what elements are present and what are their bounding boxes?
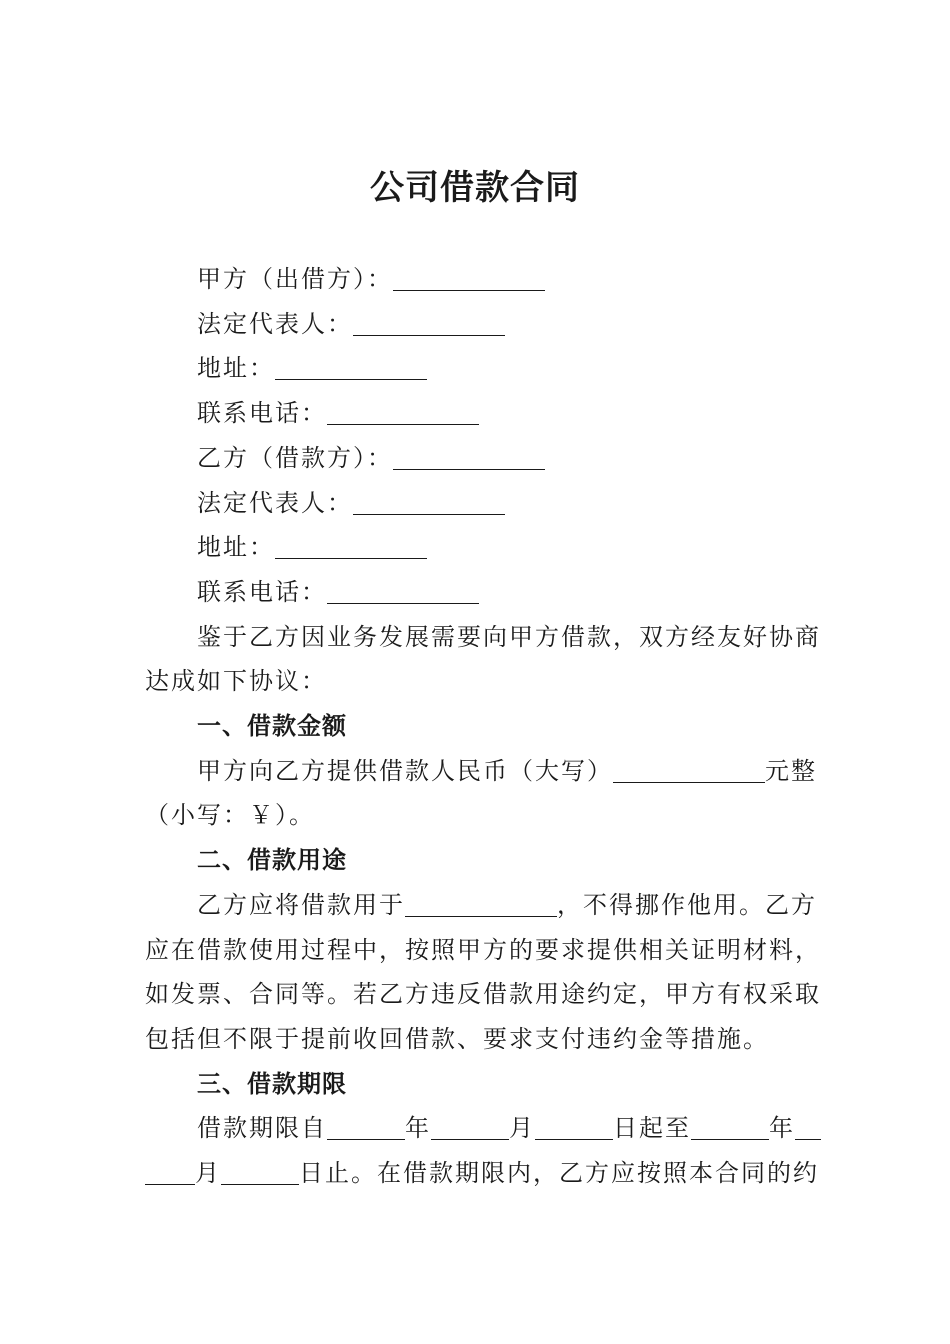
party-a-address-line bbox=[145, 346, 807, 391]
section-2-line-1 bbox=[145, 883, 817, 928]
document-title: 公司借款合同 bbox=[370, 168, 580, 208]
preamble-line-2: 达成如下协议： bbox=[145, 667, 327, 696]
section-2-line-2: 应在借款使用过程中，按照甲方的要求提供相关证明材料， bbox=[145, 935, 821, 964]
end-day-blank[interactable] bbox=[221, 1156, 299, 1185]
document-body bbox=[145, 257, 821, 1196]
purpose-blank[interactable] bbox=[405, 888, 557, 917]
start-day-blank[interactable] bbox=[535, 1111, 613, 1140]
party-a-line bbox=[145, 257, 807, 302]
party-a-blank[interactable] bbox=[393, 262, 545, 291]
section-1-line-2: （小写：￥）。 bbox=[145, 801, 315, 830]
party-a-label: 甲方（出借方）： bbox=[197, 265, 393, 293]
term-from-label: 借款期限自 bbox=[197, 1114, 327, 1143]
year-label: 年 bbox=[405, 1114, 431, 1143]
party-b-rep-line bbox=[145, 481, 807, 526]
section-2-heading: 二、借款用途 bbox=[197, 846, 347, 875]
party-a-rep-label: 法定代表人： bbox=[197, 309, 353, 338]
party-a-rep-blank[interactable] bbox=[353, 307, 505, 336]
party-b-blank[interactable] bbox=[393, 441, 545, 470]
end-year-blank[interactable] bbox=[691, 1111, 769, 1140]
party-b-phone-label: 联系电话： bbox=[197, 577, 327, 606]
party-a-phone-blank[interactable] bbox=[327, 396, 479, 425]
preamble-line-1: 鉴于乙方因业务发展需要向甲方借款，双方经友好协商 bbox=[197, 622, 821, 651]
section-3-line-2-text: 日止。在借款期限内，乙方应按照本合同的约 bbox=[299, 1159, 819, 1188]
party-b-phone-line bbox=[145, 570, 807, 615]
amount-unit: 元整 bbox=[765, 756, 817, 785]
section-2-line-3: 如发票、合同等。若乙方违反借款用途约定，甲方有权采取 bbox=[145, 980, 821, 1009]
start-year-blank[interactable] bbox=[327, 1111, 405, 1140]
amount-uppercase-blank[interactable] bbox=[613, 754, 765, 783]
amount-text: 甲方向乙方提供借款人民币（大写） bbox=[197, 756, 613, 785]
end-month-blank-part-2[interactable] bbox=[145, 1156, 195, 1185]
month-label: 月 bbox=[509, 1114, 535, 1143]
party-a-rep-line bbox=[145, 302, 807, 347]
party-a-phone-line bbox=[145, 391, 807, 436]
party-b-rep-blank[interactable] bbox=[353, 486, 505, 515]
end-year-label: 年 bbox=[769, 1114, 795, 1143]
section-1-heading: 一、借款金额 bbox=[197, 712, 347, 741]
purpose-text-after: ，不得挪作他用。乙方 bbox=[557, 890, 817, 919]
start-month-blank[interactable] bbox=[431, 1111, 509, 1140]
party-b-address-line bbox=[145, 525, 807, 570]
end-month-label: 月 bbox=[195, 1159, 221, 1188]
section-3-line-2 bbox=[145, 1151, 819, 1196]
end-month-blank-part-1[interactable] bbox=[795, 1111, 821, 1140]
day-to-label: 日起至 bbox=[613, 1114, 691, 1143]
section-2-line-4: 包括但不限于提前收回借款、要求支付违约金等措施。 bbox=[145, 1024, 769, 1053]
party-b-address-label: 地址： bbox=[197, 533, 275, 562]
party-a-address-blank[interactable] bbox=[275, 351, 427, 380]
section-3-heading: 三、借款期限 bbox=[197, 1069, 347, 1098]
party-b-address-blank[interactable] bbox=[275, 530, 427, 559]
party-b-phone-blank[interactable] bbox=[327, 575, 479, 604]
party-a-phone-label: 联系电话： bbox=[197, 399, 327, 428]
party-a-address-label: 地址： bbox=[197, 354, 275, 383]
section-1-line-1 bbox=[145, 749, 817, 794]
section-3-line-1 bbox=[145, 1106, 807, 1151]
party-b-rep-label: 法定代表人： bbox=[197, 488, 353, 517]
purpose-text: 乙方应将借款用于 bbox=[197, 890, 405, 919]
party-b-label: 乙方（借款方）： bbox=[197, 443, 393, 472]
party-b-line bbox=[145, 436, 807, 481]
